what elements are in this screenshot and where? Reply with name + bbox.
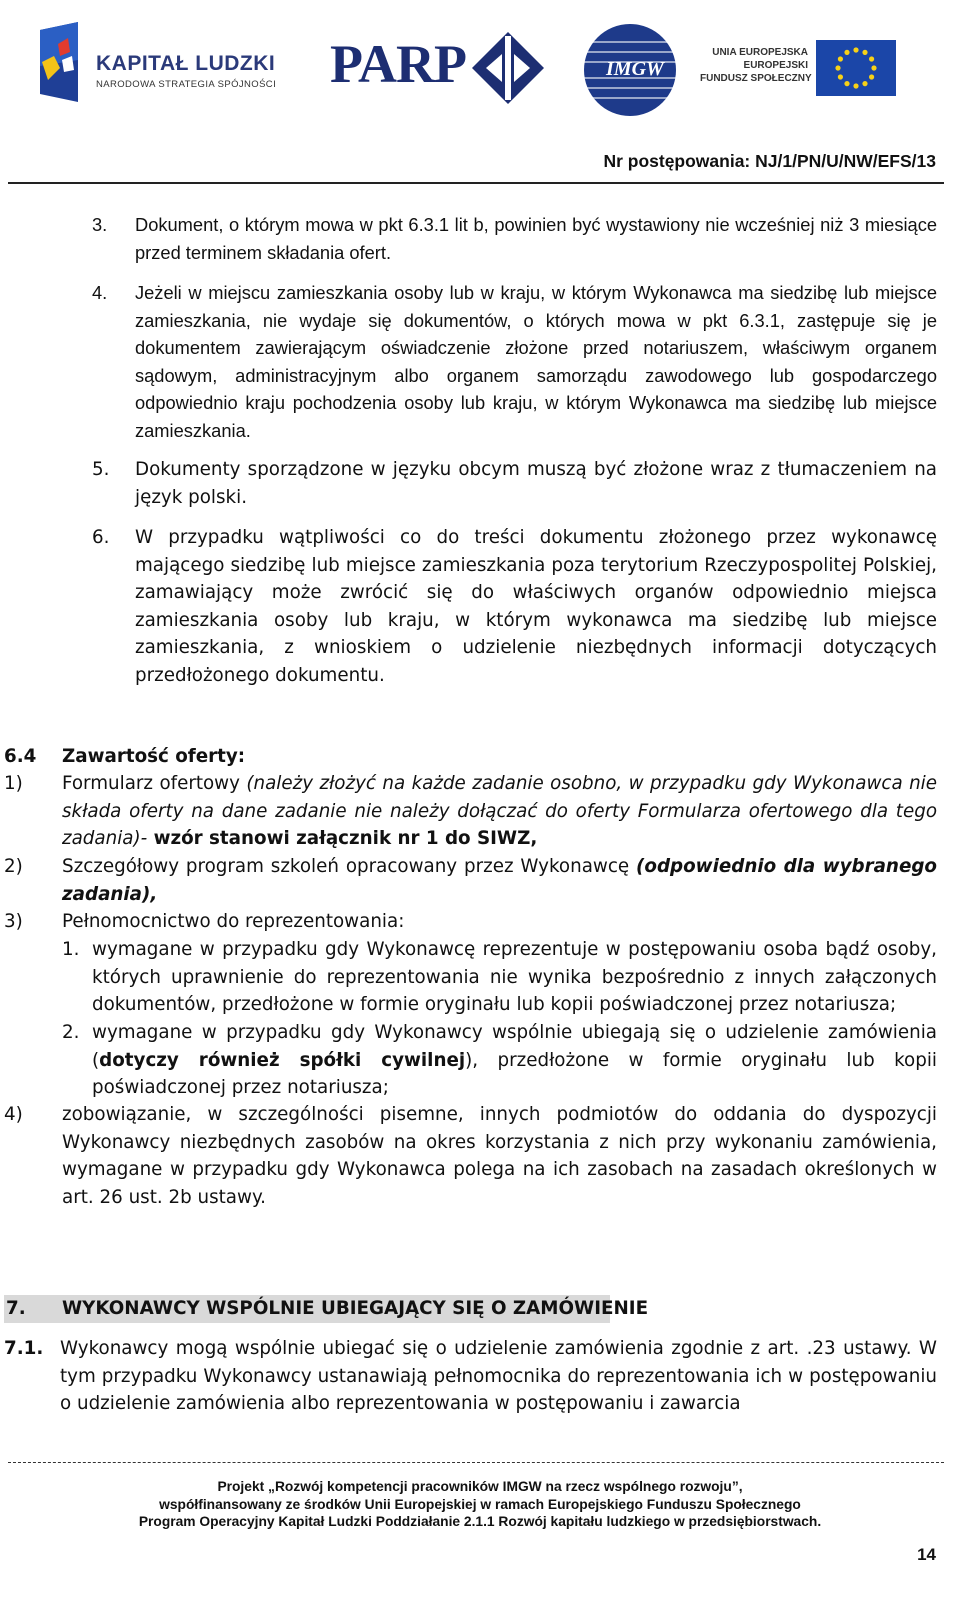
content-item-text-italic: (należy złożyć na każde zadanie osobno, w przypadku gdy Wykonawca nie składa oferty na dane zadanie nie należy dołączać do oferty Formularza ofertowego dla tego zadania)- (62, 773, 937, 850)
sub-item-text-c: ), przedłożone w formie oryginału lub kopii poświadczonej przez notariusza; (92, 1049, 937, 1099)
sub-item-number: 1. (62, 939, 80, 960)
page-number: 14 (917, 1545, 936, 1564)
content-item-number: 1) (4, 773, 23, 794)
section-heading-title: WYKONAWCY WSPÓLNIE UBIEGAJĄCY SIĘ O ZAMÓWIENIE (62, 1298, 649, 1319)
sub-item-text-bold: dotyczy również spółki cywilnej (99, 1049, 466, 1071)
eu-logo-line1: UNIA EUROPEJSKA (712, 47, 808, 58)
content-item-number: 4) (4, 1104, 23, 1125)
parp-logo-text: PARP (330, 34, 466, 94)
parp-diamond-icon (472, 32, 544, 104)
kapital-ludzki-logo (38, 22, 288, 108)
content-item-text: zobowiązanie, w szczególności pisemne, innych podmiotów do oddania do dyspozycji Wykonawcy niezbędnych zasobów na okres korzystania z nich przy wykonaniu zamówienia, wymagane w przypadku gdy Wykonawca polega na ich zasobach na zasadach określonych w art. 26 ust. 2b ustawy. (62, 1104, 937, 1208)
eu-flag-icon (816, 40, 896, 96)
list-item-text: Jeżeli w miejscu zamieszkania osoby lub w kraju, w którym Wykonawca ma siedzibę lub miejsce zamieszkania, nie wydaje się dokumentów, o których mowa w pkt 6.3.1, zastępuje się je dokumentem zawierającym oświadczenie złożone przed notariuszem, właściwym organem sądowym, administracyjnym albo organem samorządu zawodowego lub gospodarczego odpowiednio kraju pochodzenia osoby lub kraju, w którym Wykonawca ma siedzibę lub miejsce zamieszkania. (135, 282, 937, 441)
parp-logo (330, 32, 560, 102)
content-item-text-bold: wzór stanowi załącznik nr 1 do SIWZ, (147, 828, 538, 850)
kapital-ludzki-icon (38, 22, 80, 102)
kapital-ludzki-subtitle: NARODOWA STRATEGIA SPÓJNOŚCI (96, 79, 277, 90)
header-divider (8, 182, 944, 184)
sub-item-text (92, 1019, 937, 1102)
imgw-logo-text: IMGW (606, 58, 664, 80)
imgw-logo (582, 22, 678, 118)
list-item-text: W przypadku wątpliwości co do treści dokumentu złożonego przez wykonawcę mającego siedzibę lub miejsce zamieszkania poza terytorium Rzeczypospolitej Polskiej, zamawiający może zwrócić się do właściwych organów odpowiednio miejsca zamieszkania osoby lub kraju, w którym wykonawca ma siedzibę lub miejsce zamieszkania, z wnioskiem o udzielenie niezbędnych informacji dotyczących przedłożonego dokumentu. (135, 527, 937, 686)
footer-line3: Program Operacyjny Kapitał Ludzki Poddziałanie 2.1.1 Rozwój kapitału ludzkiego w przedsiębiorstwach. (138, 1514, 822, 1529)
list-item-number: 3. (92, 214, 108, 235)
eu-logo (700, 40, 900, 100)
content-item-text (62, 853, 937, 908)
kapital-ludzki-title: KAPITAŁ LUDZKI (96, 52, 276, 75)
content-item-text-a: Formularz ofertowy (62, 773, 247, 794)
footer-line1: Projekt „Rozwój kompetencji pracowników IMGW na rzecz wspólnego rozwoju”, (217, 1479, 743, 1494)
case-number: Nr postępowania: NJ/1/PN/U/NW/EFS/13 (603, 151, 936, 171)
section-number: 6.4 (4, 746, 37, 767)
section-title: Zawartość oferty: (62, 746, 246, 767)
sub-item-text-a: wymagane w przypadku gdy Wykonawcy wspólnie ubiegają się o udzielenie zamówienia ( (92, 1022, 937, 1071)
content-item-text-bold-italic: (odpowiednio dla wybranego zadania), (62, 856, 937, 905)
content-item-text (62, 770, 937, 853)
sub-item-number: 2. (62, 1022, 80, 1043)
list-item-number: 5. (92, 459, 110, 480)
footer-divider (8, 1462, 944, 1463)
eu-logo-line3: FUNDUSZ SPOŁECZNY (700, 73, 812, 84)
content-item-text-a: Szczegółowy program szkoleń opracowany przez Wykonawcę (62, 856, 637, 877)
section-heading (4, 1295, 649, 1323)
footer-line2: współfinansowany ze środków Unii Europejskiej w ramach Europejskiego Funduszu Społecznego (159, 1497, 801, 1512)
content-item-number: 3) (4, 911, 23, 932)
eu-logo-line2: EUROPEJSKI (743, 60, 808, 71)
paragraph-text: Wykonawcy mogą wspólnie ubiegać się o udzielenie zamówienia zgodnie z art. .23 ustawy. W tym przypadku Wykonawcy ustanawiają pełnomocnika do reprezentowania ich w postępowaniu o udzielenie zamówienia albo reprezentowania w postępowaniu i zawarcia (60, 1338, 937, 1415)
eu-logo-text (700, 46, 812, 85)
list-item-number: 6. (92, 527, 110, 548)
list-item-text: Dokument, o którym mowa w pkt 6.3.1 lit b, powinien być wystawiony nie wcześniej niż 3 miesiące przed terminem składania ofert. (135, 214, 937, 263)
section-heading-number: 7. (6, 1298, 26, 1319)
content-item-text: Pełnomocnictwo do reprezentowania: (62, 911, 405, 932)
list-item-number: 4. (92, 282, 108, 303)
sub-item-text: wymagane w przypadku gdy Wykonawcę reprezentuje w postępowaniu osoba bądź osoby, których uprawnienie do reprezentowania nie wynika bezpośrednio z innych załączonych dokumentów, przedłożone w formie oryginału lub kopii poświadczonej przez notariusza; (92, 939, 937, 1016)
list-item-text: Dokumenty sporządzone w języku obcym muszą być złożone wraz z tłumaczeniem na język polski. (135, 459, 937, 508)
paragraph-number: 7.1. (4, 1338, 44, 1359)
content-item-number: 2) (4, 856, 23, 877)
